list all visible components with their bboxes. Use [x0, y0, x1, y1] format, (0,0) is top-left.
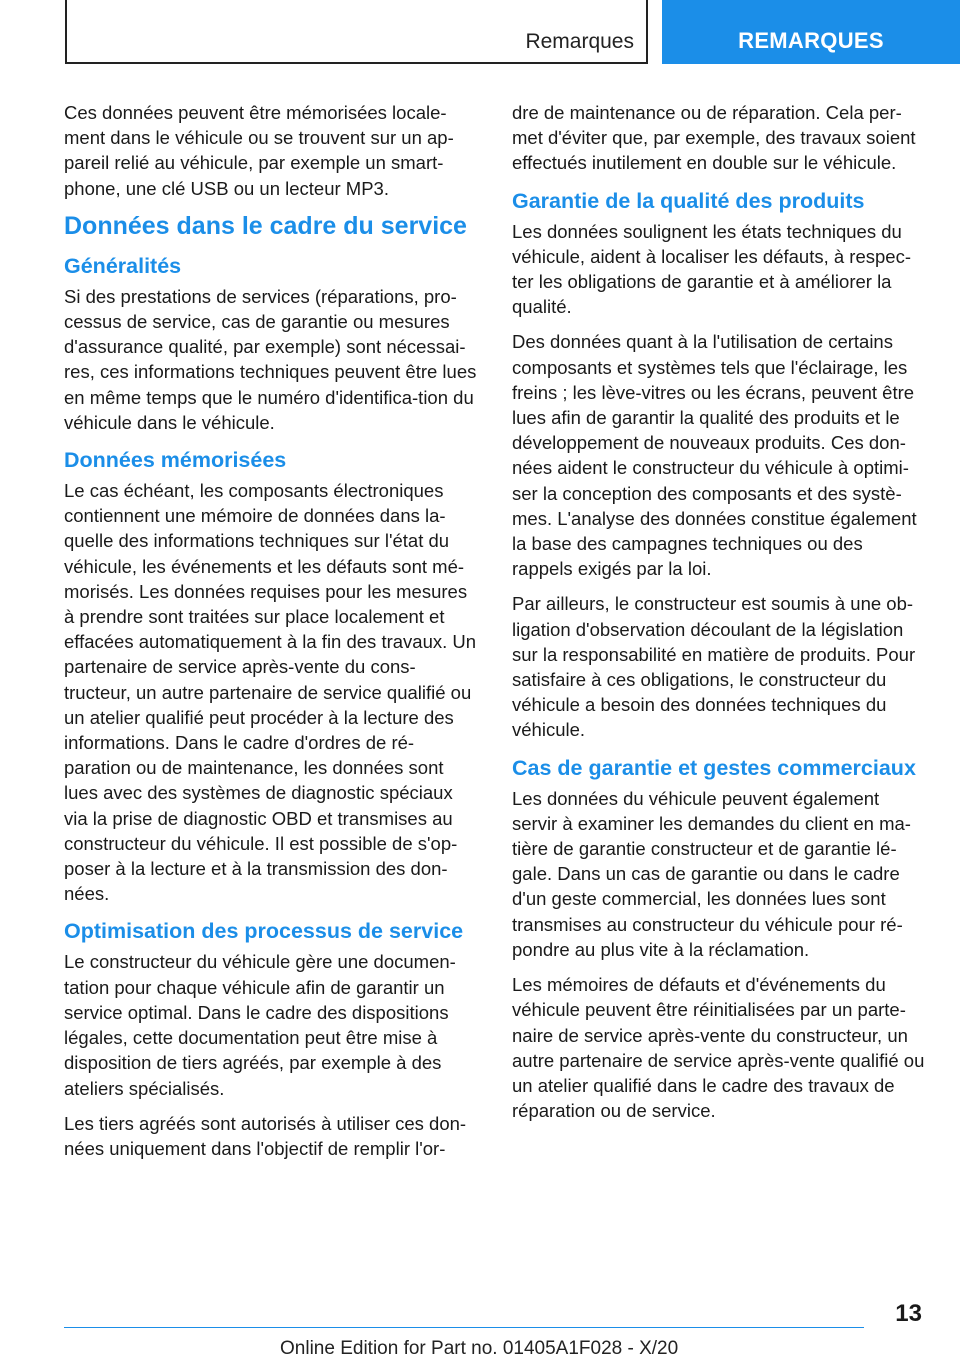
heading-garantie-qualite: Garantie de la qualité des produits — [512, 188, 865, 213]
paragraph-optimisation-1: Le constructeur du véhicule gère une documen-tation pour chaque véhicule afin de garantir un service optimal. Dans le cadre des dispositions légales, cette documentation peut être mise à disposition de tiers agréés, par exemple à des ateliers spécialisés. — [64, 951, 456, 1099]
heading-cas-garantie: Cas de garantie et gestes commerciaux — [512, 755, 916, 780]
paragraph-optimisation-2: Les tiers agréés sont autorisés à utiliser ces don-nées uniquement dans l'objectif de remplir l'or- — [64, 1112, 467, 1159]
paragraph-qualite-2: Des données quant à la l'utilisation de certains composants et systèmes tels que l'éclairage, les freins ; les lève-vitres ou les écrans, peuvent être lues afin de garantir la qualité des produits et le développement de nouveaux produits. Ces don-nées aident le constructeur du véhicule à optimi-ser la conception des composants et des systè-mes. L'analyse des données constitue également la base des campagnes techniques ou des rappels exigés par la loi. — [512, 331, 917, 580]
heading-optimisation: Optimisation des processus de service — [64, 919, 464, 944]
paragraph-continued: dre de maintenance ou de réparation. Cela per-met d'éviter que, par exemple, des travaux soient effectués inutilement en double sur le véhicule. — [512, 102, 916, 174]
paragraph-qualite-1: Les données soulignent les états techniques du véhicule, aident à localiser les défauts, à respec-ter les obligations de garantie et à améliorer la qualité. — [512, 220, 911, 318]
right-column — [512, 100, 928, 1133]
heading-generalites: Généralités — [64, 253, 182, 278]
paragraph-intro: Ces données peuvent être mémorisées locale-ment dans le véhicule ou se trouvent sur un ap-pareil relié au véhicule, par exemple un smart-phone, une clé USB ou un lecteur MP3. — [64, 102, 454, 199]
header-section-label: Remarques — [525, 30, 634, 53]
paragraph-cas-1: Les données du véhicule peuvent également servir à examiner les demandes du client en ma-tière de garantie constructeur et de garantie lé-gale. Dans un cas de garantie ou dans le cadre d'un geste commercial, les données lues sont transmises au constructeur du véhicule pour ré-pondre au plus vite à la réclamation. — [512, 787, 911, 960]
footer-divider — [64, 1327, 864, 1328]
heading-donnees-memorisees: Données mémorisées — [64, 448, 287, 473]
paragraph-qualite-3: Par ailleurs, le constructeur est soumis à une ob-ligation d'observation découlant de la législation sur la responsabilité en matière de produits. Pour satisfaire à ces obligations, le constructeur du véhicule a besoin des données techniques du véhicule. — [512, 593, 916, 741]
footer-edition-text: Online Edition for Part no. 01405A1F028 - X/20 — [280, 1338, 679, 1359]
header-chapter-label: REMARQUES — [738, 28, 884, 53]
heading-service: Données dans le cadre du service — [64, 211, 467, 240]
header-chapter-tab — [662, 0, 960, 64]
page-number: 13 — [895, 1300, 922, 1327]
paragraph-donnees-memorisees: Le cas échéant, les composants électroniques contiennent une mémoire de données dans la-quelle des informations techniques sur l'état du véhicule, les événements et les défauts sont mé-morisés. Les données requises pour les mesures à prendre sont traitées sur place localement et effacées automatiquement à la fin des travaux. Un partenaire de service après-vente du cons-tructeur, un autre partenaire de service qualifié ou un atelier qualifié peut procéder à la lecture des informations. Dans le cadre d'ordres de ré-paration ou de maintenance, les données sont lues avec des systèmes de diagnostic spéciaux via la prise de diagnostic OBD et transmises au constructeur du véhicule. Il est possible de s'op-poser à la lecture et à la transmission des don-nées. — [64, 480, 477, 905]
paragraph-cas-2: Les mémoires de défauts et d'événements du véhicule peuvent être réinitialisées par un parte-naire de service après-vente du constructeur, un autre partenaire de service après-vente qualifié ou un atelier qualifié dans le cadre des travaux de réparation ou de service. — [512, 974, 925, 1122]
paragraph-generalites: Si des prestations de services (réparations, pro-cessus de service, cas de garantie ou mesures d'assurance qualité, par exemple) sont nécessai-res, ces informations techniques peuvent être lues en même temps que le numéro d'identifica-tion du véhicule dans le véhicule. — [64, 285, 477, 433]
left-column — [64, 100, 480, 1171]
